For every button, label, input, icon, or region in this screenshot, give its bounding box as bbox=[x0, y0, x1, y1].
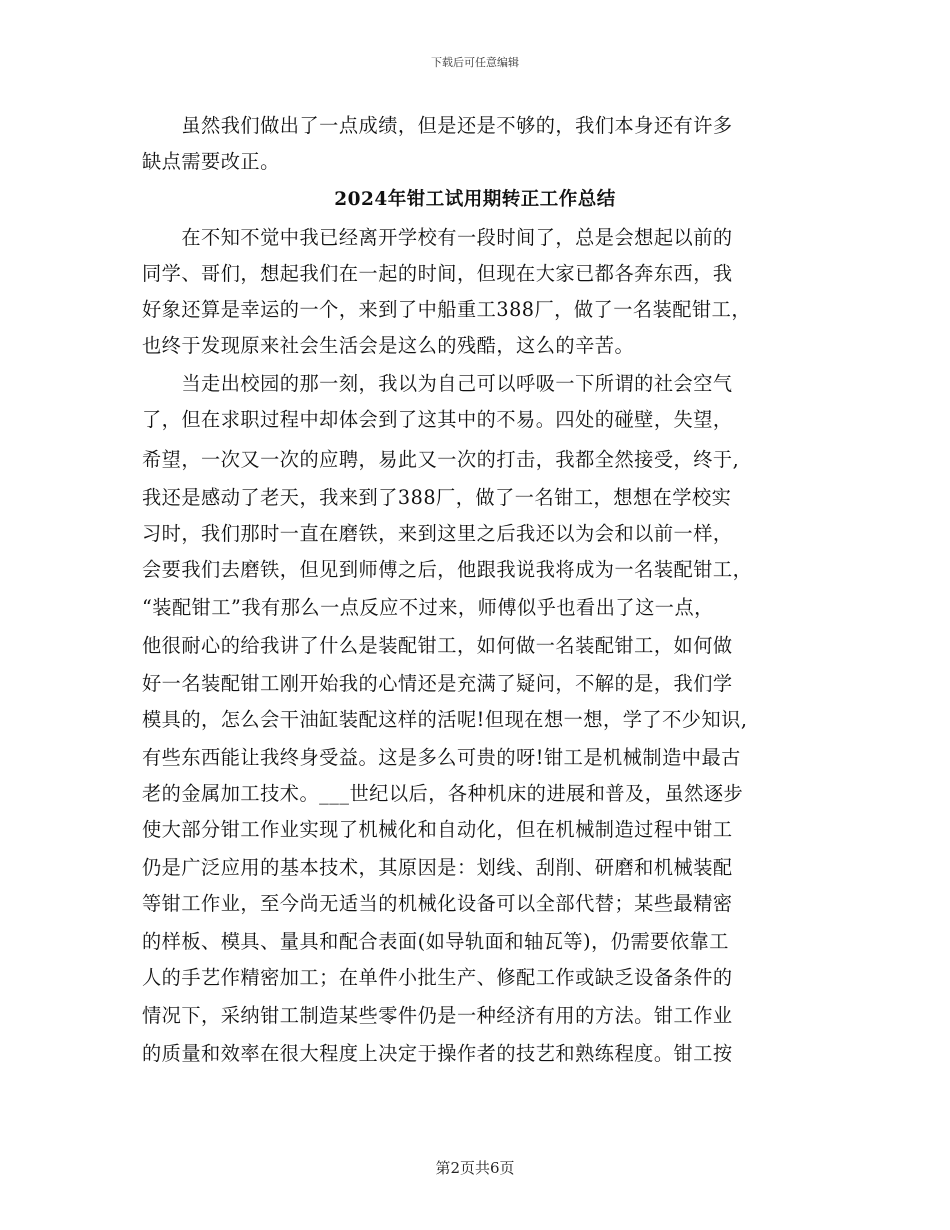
paragraph-line: 模具的，怎么会干油缸装配这样的活呢!但现在想一想，学了不少知识, bbox=[142, 708, 748, 731]
paragraph-line: 了，但在求职过程中却体会到了这其中的不易。四处的碰壁，失望， bbox=[142, 408, 733, 431]
paragraph-line: “装配钳工”我有那么一点反应不过来，师傅似乎也看出了这一点， bbox=[142, 596, 714, 619]
paragraph-line: 习时，我们那时一直在磨铁，来到这里之后我还以为会和以前一样， bbox=[142, 522, 733, 545]
paragraph-line: 老的金属加工技术。___世纪以后，各种机床的进展和普及，虽然逐步 bbox=[142, 782, 744, 805]
paragraph-line: 的样板、模具、量具和配合表面(如导轨面和轴瓦等)，仍需要依靠工 bbox=[142, 930, 729, 953]
paragraph-line: 仍是广泛应用的基本技术，其原因是：划线、刮削、研磨和机械装配 bbox=[142, 856, 733, 879]
paragraph-line: 好象还算是幸运的一个，来到了中船重工388厂，做了一名装配钳工， bbox=[142, 298, 752, 321]
paragraph-line: 虽然我们做出了一点成绩，但是还是不够的，我们本身还有许多 bbox=[142, 114, 733, 137]
paragraph-line: 有些东西能让我终身受益。这是多么可贵的呀!钳工是机械制造中最古 bbox=[142, 746, 741, 769]
paragraph-line: 的质量和效率在很大程度上决定于操作者的技艺和熟练程度。钳工按 bbox=[142, 1042, 733, 1065]
paragraph-line: 在不知不觉中我已经离开学校有一段时间了，总是会想起以前的 bbox=[142, 226, 733, 249]
paragraph-line: 当走出校园的那一刻，我以为自己可以呼吸一下所谓的社会空气 bbox=[142, 372, 733, 395]
paragraph-line: 使大部分钳工作业实现了机械化和自动化，但在机械制造过程中钳工 bbox=[142, 818, 733, 841]
paragraph-line: 我还是感动了老天，我来到了388厂，做了一名钳工，想想在学校实 bbox=[142, 486, 732, 509]
paragraph-line: 人的手艺作精密加工；在单件小批生产、修配工作或缺乏设备条件的 bbox=[142, 966, 733, 989]
paragraph-line: 情况下，采纳钳工制造某些零件仍是一种经济有用的方法。钳工作业 bbox=[142, 1004, 733, 1027]
paragraph-line: 等钳工作业，至今尚无适当的机械化设备可以全部代替；某些最精密 bbox=[142, 892, 733, 915]
page-footer: 第2页共6页 bbox=[435, 1159, 515, 1177]
page-header: 下载后可任意编辑 bbox=[431, 56, 519, 69]
paragraph-line: 同学、哥们，想起我们在一起的时间，但现在大家已都各奔东西，我 bbox=[142, 262, 733, 285]
paragraph-line: 好一名装配钳工刚开始我的心情还是充满了疑问，不解的是，我们学 bbox=[142, 672, 733, 695]
document-title: 2024年钳工试用期转正工作总结 bbox=[334, 189, 616, 210]
paragraph-line: 也终于发现原来社会生活会是这么的残酷，这么的辛苦。 bbox=[142, 334, 635, 357]
paragraph-line: 缺点需要改正。 bbox=[142, 150, 280, 173]
paragraph-line: 希望，一次又一次的应聘，易此又一次的打击，我都全然接受，终于, bbox=[142, 448, 740, 471]
paragraph-line: 他很耐心的给我讲了什么是装配钳工，如何做一名装配钳工，如何做 bbox=[142, 634, 733, 657]
paragraph-line: 会要我们去磨铁，但见到师傅之后，他跟我说我将成为一名装配钳工， bbox=[142, 558, 753, 581]
